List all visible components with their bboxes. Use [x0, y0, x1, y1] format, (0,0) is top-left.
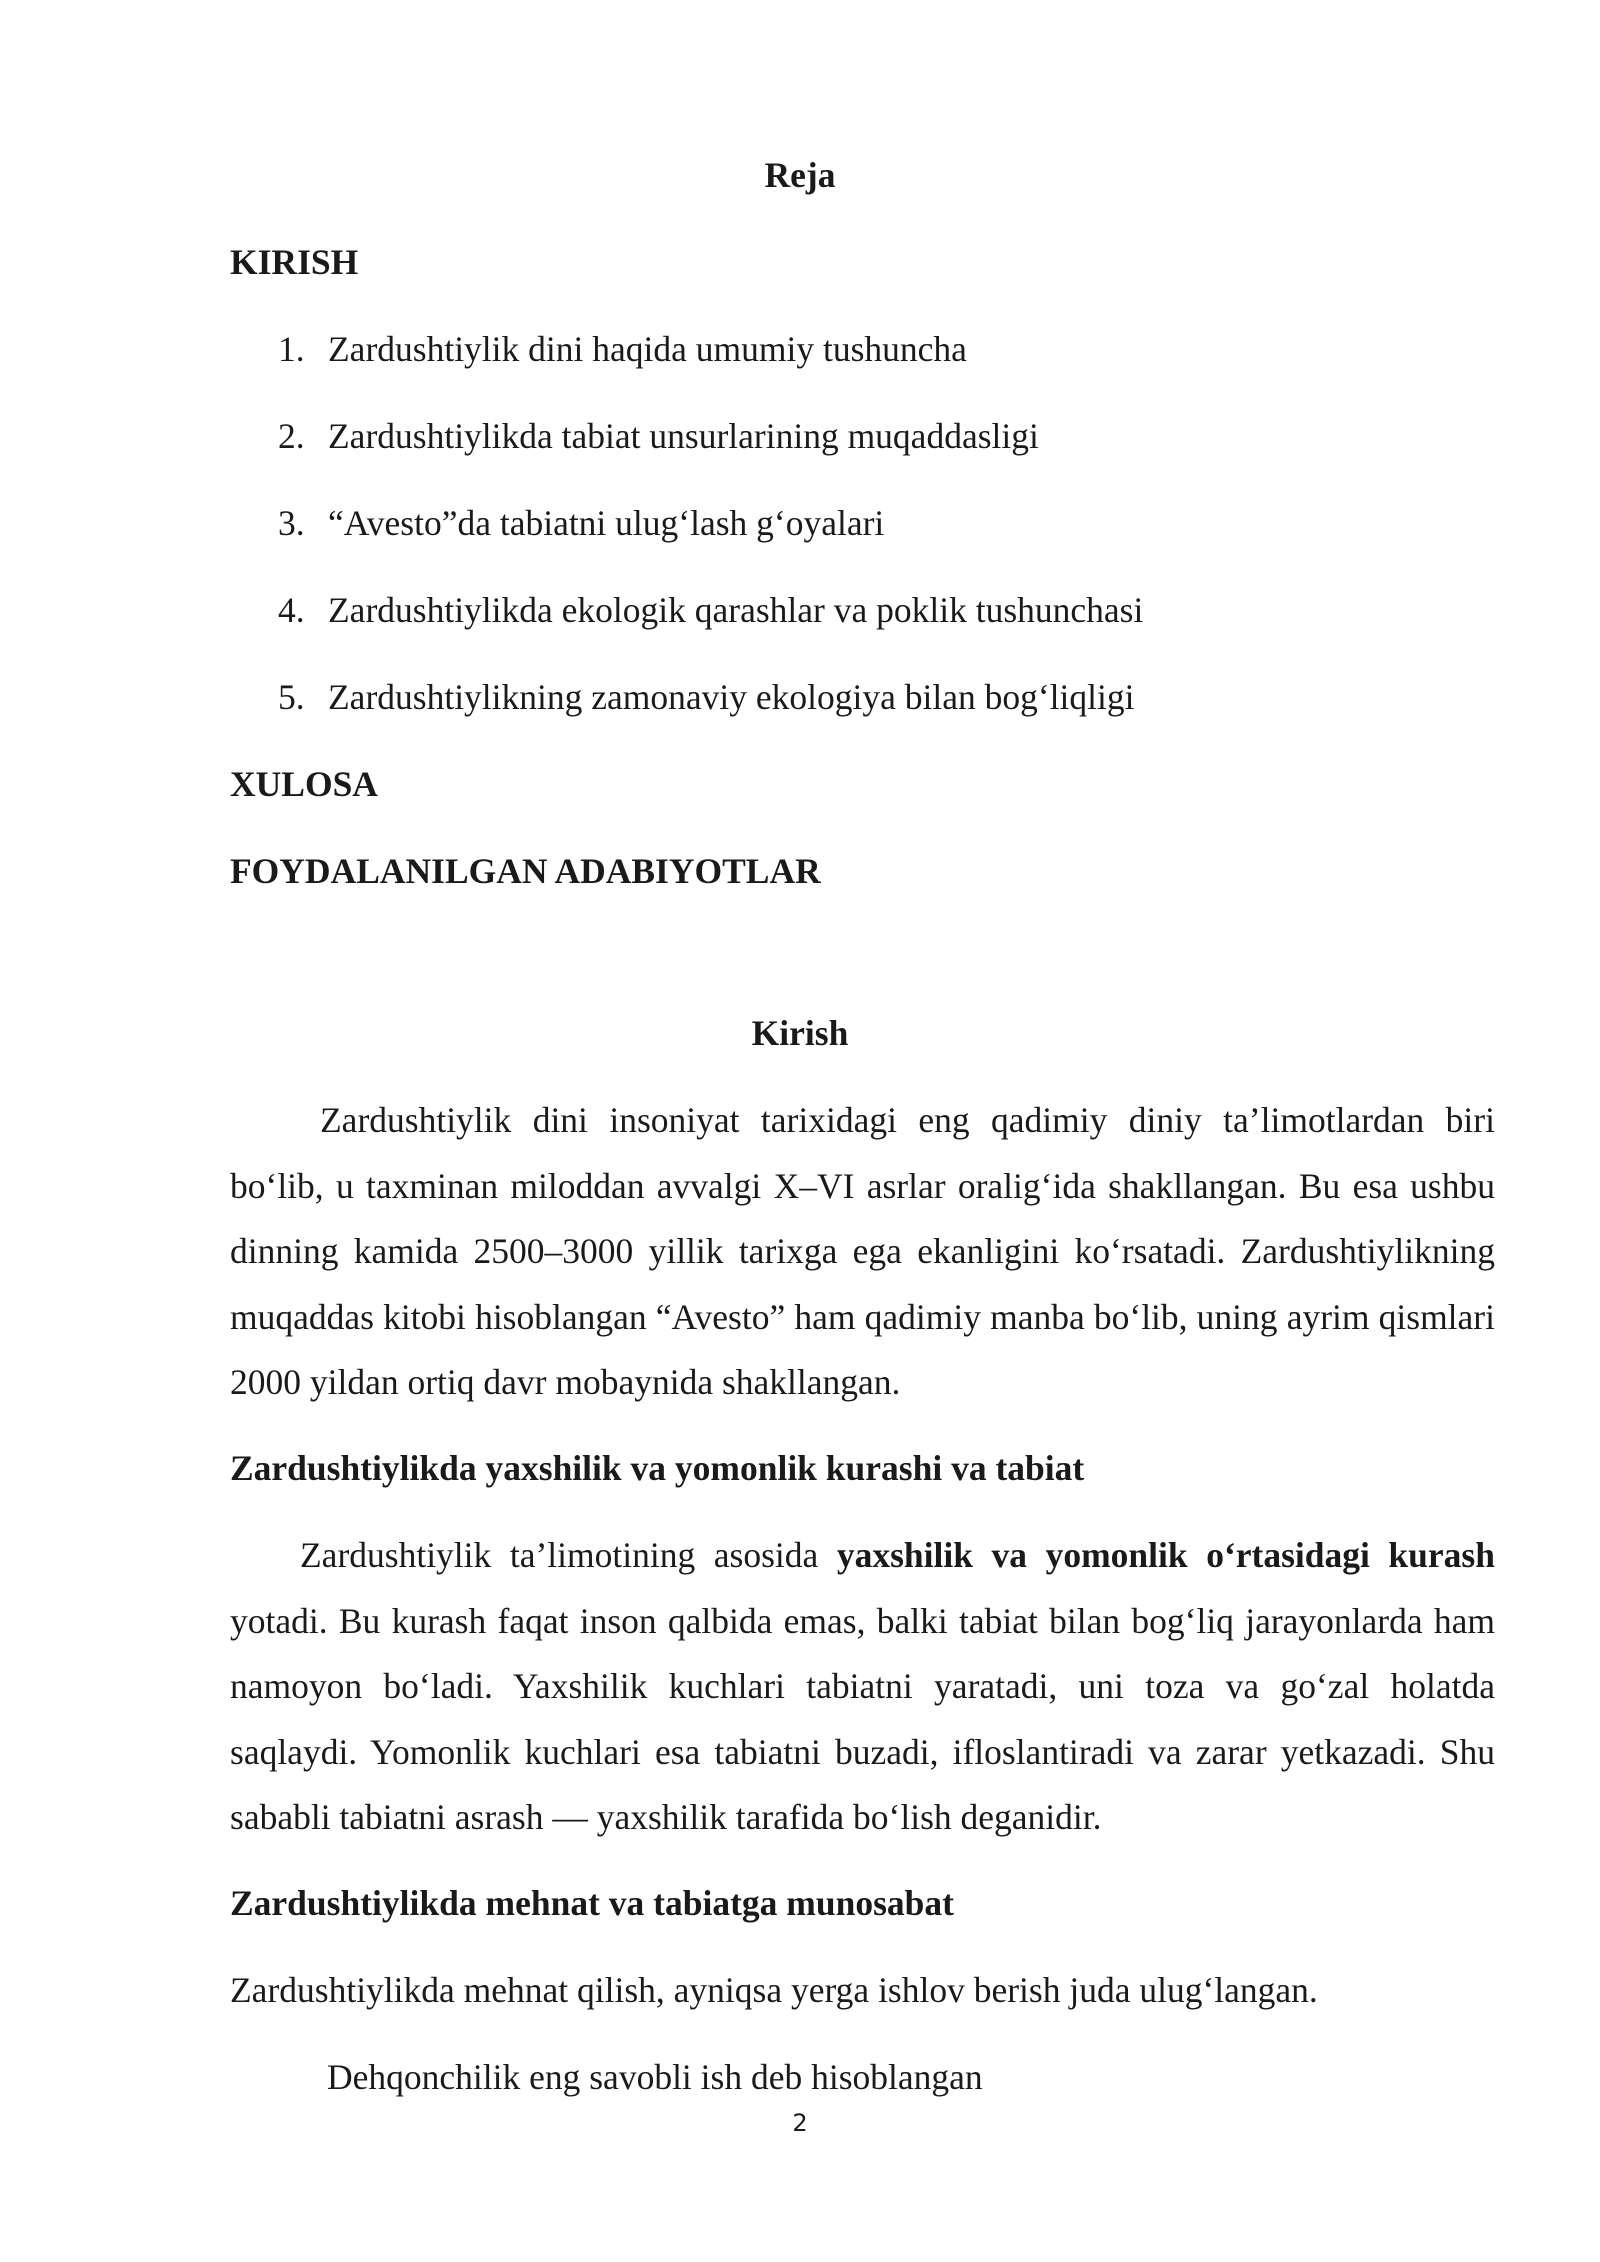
plan-item — [278, 588, 1143, 632]
page-number: 2 — [792, 2109, 808, 2137]
plan-item — [278, 675, 1135, 719]
labor-line: Dehqonchilik eng savobli ish deb hisoblangan — [327, 2057, 983, 2097]
plan-item — [278, 414, 1039, 458]
plan-title: Reja — [764, 155, 836, 195]
plan-item-number: 4. — [278, 590, 305, 630]
plan-item-text: Zardushtiylikda ekologik qarashlar va poklik tushunchasi — [328, 590, 1144, 630]
good-evil-paragraph — [230, 1523, 1495, 1851]
plan-item-text: Zardushtiylik dini haqida umumiy tushuncha — [328, 329, 967, 369]
good-evil-text-start: Zardushtiylik ta’limotining asosida — [300, 1535, 837, 1575]
plan-item — [278, 501, 884, 545]
plan-item-text: “Avesto”da tabiatni ulug‘lash g‘oyalari — [328, 503, 885, 543]
intro-paragraph: Zardushtiylik dini insoniyat tarixidagi eng qadimiy diniy ta’limotlardan biri bo‘lib, u taxminan miloddan avvalgi X–VI asrlar oralig‘ida shakllangan. Bu esa ushbu dinning kamida 2500–3000 yillik tarixga ega ekanligini ko‘rsatadi. Zardushtiylikning muqaddas kitobi hisoblangan “Avesto” ham qadimiy manba bo‘lib, uning ayrim qismlari 2000 yildan ortiq davr mobaynida shakllangan. — [230, 1100, 1495, 1402]
plan-item-number: 3. — [278, 503, 305, 543]
plan-item-number: 2. — [278, 416, 305, 456]
section-heading-good-evil: Zardushtiylikda yaxshilik va yomonlik kurashi va tabiat — [230, 1448, 1085, 1488]
plan-conclusion: XULOSA — [230, 764, 378, 804]
intro-title: Kirish — [751, 1013, 849, 1053]
plan-intro: KIRISH — [230, 242, 359, 282]
plan-references: FOYDALANILGAN ADABIYOTLAR — [230, 851, 821, 891]
section-heading-labor: Zardushtiylikda mehnat va tabiatga munosabat — [230, 1883, 954, 1923]
plan-item — [278, 327, 967, 371]
plan-item-number: 5. — [278, 677, 305, 717]
good-evil-emphasis: yaxshilik va yomonlik o‘rtasidagi kurash — [836, 1535, 1495, 1575]
plan-item-number: 1. — [278, 329, 305, 369]
plan-item-text: Zardushtiylikda tabiat unsurlarining muqaddasligi — [328, 416, 1039, 456]
plan-item-text: Zardushtiylikning zamonaviy ekologiya bilan bog‘liqligi — [328, 677, 1135, 717]
good-evil-text-end: yotadi. Bu kurash faqat inson qalbida emas, balki tabiat bilan bog‘liq jarayonlarda ham namoyon bo‘ladi. Yaxshilik kuchlari tabiatni yaratadi, uni toza va go‘zal holatda saqlaydi. Yomonlik kuchlari esa tabiatni buzadi, ifloslantiradi va zarar yetkazadi. Shu sababli tabiatni asrash — yaxshilik tarafida bo‘lish deganidir. — [230, 1600, 1495, 1837]
labor-line: Zardushtiylikda mehnat qilish, ayniqsa yerga ishlov berish juda ulug‘langan. — [230, 1970, 1318, 2010]
